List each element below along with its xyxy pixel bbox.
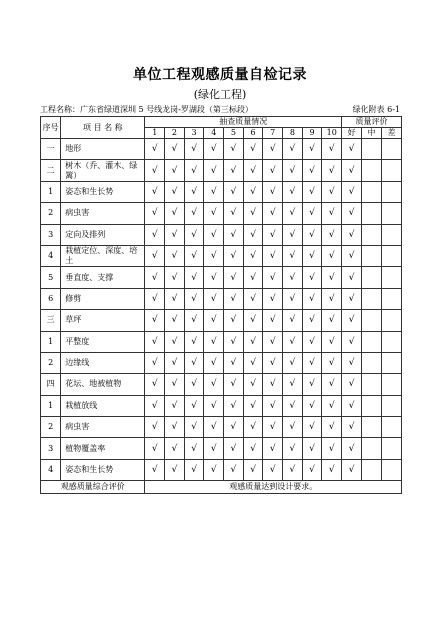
sample-number-header: 8: [283, 128, 303, 139]
sample-check-cell: √: [224, 438, 244, 459]
sample-check-cell: √: [224, 352, 244, 373]
sample-check-cell: √: [322, 267, 342, 288]
grade-poor-cell: [382, 139, 402, 160]
row-item-name: 植物覆盖率: [61, 438, 145, 459]
sample-check-cell: √: [283, 438, 303, 459]
sample-check-cell: √: [283, 417, 303, 438]
grade-good-cell: √: [342, 181, 362, 202]
sample-check-cell: √: [243, 288, 263, 309]
row-seq: 5: [41, 267, 61, 288]
grade-good-cell: √: [342, 331, 362, 352]
grade-good-cell: √: [342, 139, 362, 160]
sample-check-cell: √: [184, 288, 204, 309]
row-item-name: 边缘线: [61, 352, 145, 373]
sample-check-cell: √: [322, 224, 342, 245]
table-row: [41, 160, 402, 181]
sample-check-cell: √: [263, 245, 283, 266]
sample-check-cell: √: [243, 139, 263, 160]
sample-check-cell: √: [322, 139, 342, 160]
sample-check-cell: √: [184, 139, 204, 160]
sample-check-cell: √: [322, 438, 342, 459]
table-row: [41, 352, 402, 373]
sample-check-cell: √: [224, 417, 244, 438]
grade-good-cell: √: [342, 288, 362, 309]
row-item-name: 姿态和生长势: [61, 459, 145, 480]
sample-check-cell: √: [204, 331, 224, 352]
row-item-name: 病虫害: [61, 203, 145, 224]
sample-check-cell: √: [224, 331, 244, 352]
grade-poor-cell: [382, 374, 402, 395]
sample-check-cell: √: [263, 203, 283, 224]
row-seq: 2: [41, 417, 61, 438]
row-item-name: 树木（乔、灌木、绿篱）: [61, 160, 145, 181]
grade-medium-cell: [362, 459, 382, 480]
sample-check-cell: √: [165, 395, 185, 416]
sample-check-cell: √: [145, 160, 165, 181]
sample-check-cell: √: [263, 267, 283, 288]
row-item-name: 病虫害: [61, 417, 145, 438]
sample-check-cell: √: [165, 459, 185, 480]
summary-label: 观感质量综合评价: [41, 481, 145, 494]
sample-check-cell: √: [302, 310, 322, 331]
row-seq: 2: [41, 352, 61, 373]
sample-number-header: 9: [302, 128, 322, 139]
grade-poor-cell: [382, 203, 402, 224]
grade-poor-cell: [382, 459, 402, 480]
sample-check-cell: √: [302, 181, 322, 202]
grade-medium-cell: [362, 139, 382, 160]
sample-number-header: 2: [165, 128, 185, 139]
sample-check-cell: √: [243, 395, 263, 416]
sample-check-cell: √: [204, 267, 224, 288]
sample-check-cell: √: [263, 459, 283, 480]
sample-check-cell: √: [204, 181, 224, 202]
row-seq: 2: [41, 203, 61, 224]
sample-check-cell: √: [322, 331, 342, 352]
sample-check-cell: √: [243, 459, 263, 480]
sample-check-cell: √: [204, 417, 224, 438]
sample-number-header: 7: [263, 128, 283, 139]
sample-check-cell: √: [243, 331, 263, 352]
sample-check-cell: √: [302, 245, 322, 266]
grade-good-cell: √: [342, 224, 362, 245]
grade-poor-cell: [382, 181, 402, 202]
sample-check-cell: √: [165, 352, 185, 373]
sample-check-cell: √: [224, 160, 244, 181]
row-seq: 1: [41, 395, 61, 416]
sample-check-cell: √: [283, 139, 303, 160]
row-item-name: 定向及排列: [61, 224, 145, 245]
sample-check-cell: √: [243, 181, 263, 202]
table-row: [41, 245, 402, 266]
row-item-name: 垂直度、支撑: [61, 267, 145, 288]
sample-check-cell: √: [165, 203, 185, 224]
sample-check-cell: √: [302, 352, 322, 373]
sample-check-cell: √: [283, 288, 303, 309]
row-item-name: 栽植定位、深度、培土: [61, 245, 145, 266]
grade-good-cell: √: [342, 459, 362, 480]
sample-check-cell: √: [302, 459, 322, 480]
grade-medium-cell: [362, 267, 382, 288]
sample-check-cell: √: [243, 160, 263, 181]
grade-poor-cell: [382, 160, 402, 181]
sample-check-cell: √: [145, 417, 165, 438]
sample-check-cell: √: [204, 374, 224, 395]
sample-check-cell: √: [145, 203, 165, 224]
grade-poor-cell: [382, 438, 402, 459]
sample-check-cell: √: [165, 224, 185, 245]
grade-good-cell: √: [342, 352, 362, 373]
grade-medium-cell: [362, 352, 382, 373]
sample-check-cell: √: [243, 245, 263, 266]
sample-check-cell: √: [184, 310, 204, 331]
sample-number-header: 3: [184, 128, 204, 139]
table-row: [41, 374, 402, 395]
sample-check-cell: √: [302, 267, 322, 288]
sample-check-cell: √: [322, 245, 342, 266]
sample-check-cell: √: [184, 352, 204, 373]
sample-check-cell: √: [322, 395, 342, 416]
grade-poor-cell: [382, 245, 402, 266]
grade-good-cell: √: [342, 245, 362, 266]
sample-check-cell: √: [145, 374, 165, 395]
sample-check-cell: √: [283, 331, 303, 352]
sample-number-header: 6: [243, 128, 263, 139]
sample-check-cell: √: [263, 417, 283, 438]
sample-check-cell: √: [184, 245, 204, 266]
sample-check-cell: √: [165, 181, 185, 202]
sample-check-cell: √: [322, 352, 342, 373]
grade-poor-cell: [382, 417, 402, 438]
table-row: [41, 267, 402, 288]
sample-check-cell: √: [184, 160, 204, 181]
sample-check-cell: √: [145, 181, 165, 202]
sample-check-cell: √: [224, 310, 244, 331]
grade-medium-cell: [362, 181, 382, 202]
grade-good-cell: √: [342, 417, 362, 438]
sample-check-cell: √: [184, 417, 204, 438]
summary-row: [41, 481, 402, 494]
sample-check-cell: √: [224, 203, 244, 224]
sample-check-cell: √: [184, 438, 204, 459]
sample-check-cell: √: [302, 160, 322, 181]
grade-medium-cell: [362, 438, 382, 459]
sample-check-cell: √: [263, 395, 283, 416]
sample-check-cell: √: [165, 139, 185, 160]
sample-check-cell: √: [145, 395, 165, 416]
sample-check-cell: √: [224, 224, 244, 245]
grade-poor-cell: [382, 352, 402, 373]
form-number: 绿化附表 6-1: [352, 105, 400, 114]
grade-header: 好: [342, 128, 362, 139]
sample-check-cell: √: [204, 288, 224, 309]
sample-check-cell: √: [322, 203, 342, 224]
table-row: [41, 331, 402, 352]
record-meta: [40, 104, 402, 116]
header-row-top: [41, 117, 402, 128]
row-item-name: 姿态和生长势: [61, 181, 145, 202]
sample-check-cell: √: [283, 374, 303, 395]
grade-good-cell: √: [342, 203, 362, 224]
sample-check-cell: √: [322, 310, 342, 331]
grade-poor-cell: [382, 224, 402, 245]
sample-number-header: 1: [145, 128, 165, 139]
table-row: [41, 438, 402, 459]
sample-check-cell: √: [302, 395, 322, 416]
project-name: 工程名称：广东省绿道深圳 5 号线龙岗-罗湖段（第三标段）: [40, 105, 253, 114]
table-row: [41, 310, 402, 331]
sample-check-cell: √: [283, 267, 303, 288]
sample-check-cell: √: [165, 288, 185, 309]
sample-check-cell: √: [263, 352, 283, 373]
grade-medium-cell: [362, 245, 382, 266]
sample-check-cell: √: [145, 267, 165, 288]
sample-check-cell: √: [283, 160, 303, 181]
sample-check-cell: √: [224, 139, 244, 160]
row-seq: 3: [41, 438, 61, 459]
grade-poor-cell: [382, 267, 402, 288]
sample-check-cell: √: [145, 331, 165, 352]
table-row: [41, 459, 402, 480]
sample-check-cell: √: [243, 310, 263, 331]
sample-check-cell: √: [204, 395, 224, 416]
sample-check-cell: √: [263, 181, 283, 202]
summary-value: 观感质量达到设计要求。: [145, 481, 402, 494]
sample-check-cell: √: [243, 374, 263, 395]
grade-good-cell: √: [342, 160, 362, 181]
grade-good-cell: √: [342, 438, 362, 459]
sample-check-cell: √: [145, 438, 165, 459]
sample-check-cell: √: [224, 245, 244, 266]
sample-check-cell: √: [283, 245, 303, 266]
sample-check-cell: √: [165, 160, 185, 181]
table-row: [41, 224, 402, 245]
table-body: [41, 139, 402, 481]
sample-check-cell: √: [184, 331, 204, 352]
sample-check-cell: √: [302, 417, 322, 438]
sample-number-header: 4: [204, 128, 224, 139]
row-item-name: 地形: [61, 139, 145, 160]
table-row: [41, 203, 402, 224]
sample-check-cell: √: [184, 267, 204, 288]
sample-check-cell: √: [145, 352, 165, 373]
grade-good-cell: √: [342, 374, 362, 395]
sample-check-cell: √: [302, 139, 322, 160]
sample-check-cell: √: [243, 267, 263, 288]
sample-check-cell: √: [322, 374, 342, 395]
grade-medium-cell: [362, 203, 382, 224]
sample-check-cell: √: [224, 459, 244, 480]
row-seq: 一: [41, 139, 61, 160]
row-item-name: 草坪: [61, 310, 145, 331]
sample-check-cell: √: [302, 374, 322, 395]
sample-check-cell: √: [243, 224, 263, 245]
sample-check-cell: √: [165, 267, 185, 288]
sample-check-cell: √: [283, 395, 303, 416]
grade-medium-cell: [362, 395, 382, 416]
sample-check-cell: √: [283, 181, 303, 202]
sampling-header: 抽查质量情况: [145, 117, 342, 128]
grade-good-cell: √: [342, 310, 362, 331]
sample-check-cell: √: [302, 203, 322, 224]
sample-check-cell: √: [283, 459, 303, 480]
sample-check-cell: √: [283, 310, 303, 331]
sample-check-cell: √: [263, 160, 283, 181]
sample-check-cell: √: [204, 160, 224, 181]
grade-medium-cell: [362, 374, 382, 395]
row-seq: 1: [41, 331, 61, 352]
page-subtitle: (绿化工程): [193, 88, 247, 101]
sample-check-cell: √: [184, 459, 204, 480]
sample-check-cell: √: [302, 331, 322, 352]
sample-check-cell: √: [165, 245, 185, 266]
sample-check-cell: √: [204, 203, 224, 224]
row-seq: 二: [41, 160, 61, 181]
sample-check-cell: √: [224, 267, 244, 288]
sample-check-cell: √: [165, 438, 185, 459]
grade-poor-cell: [382, 288, 402, 309]
sample-check-cell: √: [184, 181, 204, 202]
rating-header: 质量评价: [342, 117, 402, 128]
sample-check-cell: √: [322, 417, 342, 438]
row-seq: 1: [41, 181, 61, 202]
grade-medium-cell: [362, 331, 382, 352]
grade-header: 中: [362, 128, 382, 139]
sample-check-cell: √: [263, 288, 283, 309]
sample-check-cell: √: [322, 160, 342, 181]
sample-check-cell: √: [263, 224, 283, 245]
sample-check-cell: √: [322, 459, 342, 480]
sample-check-cell: √: [165, 331, 185, 352]
sample-number-header: 10: [322, 128, 342, 139]
sample-check-cell: √: [224, 395, 244, 416]
table-row: [41, 288, 402, 309]
sample-check-cell: √: [243, 352, 263, 373]
sample-check-cell: √: [204, 224, 224, 245]
sample-check-cell: √: [145, 310, 165, 331]
grade-poor-cell: [382, 395, 402, 416]
sample-check-cell: √: [204, 139, 224, 160]
sample-check-cell: √: [184, 224, 204, 245]
sample-check-cell: √: [283, 352, 303, 373]
sample-check-cell: √: [283, 203, 303, 224]
table-row: [41, 395, 402, 416]
sample-check-cell: √: [243, 203, 263, 224]
row-seq: 4: [41, 459, 61, 480]
sample-check-cell: √: [263, 139, 283, 160]
sample-check-cell: √: [184, 395, 204, 416]
sample-check-cell: √: [224, 288, 244, 309]
row-seq: 3: [41, 224, 61, 245]
grade-good-cell: √: [342, 267, 362, 288]
sample-check-cell: √: [224, 181, 244, 202]
sample-check-cell: √: [204, 459, 224, 480]
sample-check-cell: √: [184, 374, 204, 395]
sample-check-cell: √: [322, 288, 342, 309]
sample-check-cell: √: [302, 224, 322, 245]
sample-check-cell: √: [263, 438, 283, 459]
sample-check-cell: √: [204, 438, 224, 459]
sample-check-cell: √: [302, 438, 322, 459]
sample-check-cell: √: [145, 245, 165, 266]
sample-check-cell: √: [204, 352, 224, 373]
sample-check-cell: √: [145, 224, 165, 245]
sample-check-cell: √: [243, 417, 263, 438]
sample-check-cell: √: [204, 310, 224, 331]
table-row: [41, 417, 402, 438]
grade-good-cell: √: [342, 395, 362, 416]
sample-check-cell: √: [204, 245, 224, 266]
sample-check-cell: √: [243, 438, 263, 459]
row-seq: 三: [41, 310, 61, 331]
grade-medium-cell: [362, 288, 382, 309]
grade-medium-cell: [362, 160, 382, 181]
row-item-name: 修剪: [61, 288, 145, 309]
item-header: 项 目 名 称: [61, 117, 145, 139]
row-seq: 6: [41, 288, 61, 309]
grade-header: 差: [382, 128, 402, 139]
grade-medium-cell: [362, 310, 382, 331]
sample-check-cell: √: [165, 374, 185, 395]
row-item-name: 花坛、地被植物: [61, 374, 145, 395]
grade-poor-cell: [382, 331, 402, 352]
row-seq: 四: [41, 374, 61, 395]
sample-check-cell: √: [165, 310, 185, 331]
sample-check-cell: √: [145, 139, 165, 160]
row-item-name: 平整度: [61, 331, 145, 352]
page-title: 单位工程观感质量自检记录: [133, 67, 307, 83]
grade-medium-cell: [362, 224, 382, 245]
sample-check-cell: √: [224, 374, 244, 395]
sample-check-cell: √: [165, 417, 185, 438]
grade-medium-cell: [362, 417, 382, 438]
row-seq: 4: [41, 245, 61, 266]
sample-check-cell: √: [184, 203, 204, 224]
sample-check-cell: √: [322, 181, 342, 202]
row-item-name: 栽植放线: [61, 395, 145, 416]
sample-check-cell: √: [145, 288, 165, 309]
sample-check-cell: √: [263, 374, 283, 395]
sample-check-cell: √: [302, 288, 322, 309]
grade-poor-cell: [382, 310, 402, 331]
sample-number-header: 5: [224, 128, 244, 139]
sample-check-cell: √: [263, 310, 283, 331]
sample-check-cell: √: [283, 224, 303, 245]
table-row: [41, 139, 402, 160]
table-row: [41, 181, 402, 202]
inspection-table: [40, 116, 402, 494]
sample-check-cell: √: [145, 459, 165, 480]
seq-header: 序号: [41, 117, 61, 139]
sample-check-cell: √: [263, 331, 283, 352]
